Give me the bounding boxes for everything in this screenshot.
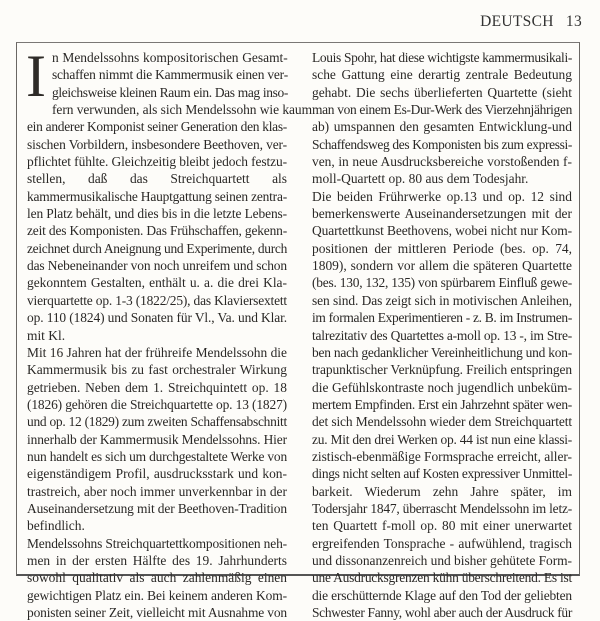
text-line: gekonntem Gestalten, enthält u. a. die drei Kla- (27, 275, 287, 291)
text-line: ven, in neue Ausdrucksbereiche vorstoßenden f- (312, 154, 572, 170)
text-line: sen sind. Das zeigt sich in motivischen Anleihen, (312, 292, 572, 308)
text-line: zistisch-ebenmäßige Formsprache erreicht, aller- (312, 448, 572, 464)
text-line: eigenständigem Profil, ausdrucksstark und kon- (27, 466, 287, 482)
text-line: moll-Quartett op. 80 aus dem Todesjahr. (312, 171, 529, 187)
text-line: positionen der mittleren Periode (bes. op. 74, (312, 240, 572, 256)
text-line: fern verwunden, als sich Mendelssohn wie kaum (51, 102, 312, 118)
text-line: zu. Mit den drei Werken op. 44 ist nun eine klassi- (312, 431, 572, 447)
text-line: 1809), sondern vor allem die späteren Quartette (312, 258, 572, 274)
text-line: Die beiden Frührwerke op.13 und op. 12 sind (312, 188, 572, 204)
text-line: gehabt. Die sechs überlieferten Quartette (sieht (312, 84, 572, 100)
text-line: une Ausdrucksgrenzen kühn überschreitend. Es ist (312, 570, 572, 586)
text-line: Kammermusik bis zu fast orchestraler Wirkung (27, 362, 287, 378)
text-line: Schwester Fanny, wohl aber auch der Ausdruck für (312, 605, 572, 620)
text-line: (1826) gehören die Streichquartette op. 13 (1827) (27, 396, 287, 412)
text-line: das Nebeneinander von noch unreifem und schon (27, 258, 287, 274)
text-line: ab) umspannen den gesamten Entwicklung-und (312, 119, 572, 135)
text-line: Mit 16 Jahren hat der frühreife Mendelssohn die (27, 344, 287, 360)
text-line: Louis Spohr, hat diese wichtigste kammermusikali- (312, 50, 572, 65)
text-line: Quartettkunst Beethovens, wobei nicht nur Kom- (312, 223, 572, 239)
text-line: talrezitativ des Quartettes a-moll op. 13 -, im Stre- (312, 327, 572, 343)
text-line: gewichtigen Platz ein. Bei keinem anderen Kom- (27, 587, 287, 603)
text-line: gleichsweise kleinen Raum ein. Das mag inso- (51, 84, 288, 100)
text-line: pflichtet fühlte. Gleichzeitig bleibt jedoch festzu- (27, 154, 287, 170)
text-line: mertem Empfinden. Erst ein Jahrzehnt später wen- (312, 396, 572, 412)
section-title: DEUTSCH (480, 13, 554, 30)
text-line: die Gefühlskontraste noch jugendlich unbeküm- (312, 379, 572, 395)
text-line: innerhalb der Kammermusik Mendelssohns. Hier (27, 431, 287, 447)
text-line: dings nicht selten auf Kosten expressiver Unmittel- (312, 466, 572, 482)
text-line: barkeit. Wiederum zehn Jahre später, im (312, 483, 572, 499)
text-line: ponisten seiner Zeit, vielleicht mit Ausnahme von (27, 605, 287, 620)
text-line: Mendelssohns Streichquartettkompositionen neh- (27, 535, 287, 551)
text-line: und op. 12 (1829) zum zweiten Schaffensabschnitt (27, 414, 287, 430)
text-line: op. 110 (1824) und Sonaten für Vl., Va. und Klar. (27, 310, 287, 326)
text-line: Schaffendsweg des Komponisten bis zum expressi- (312, 136, 572, 152)
text-line: die erschütternde Klage auf den Tod der geliebten (312, 587, 572, 603)
text-line: nun handelt es sich um durchgestaltete Werke von (27, 448, 287, 464)
text-line: det sich Mendelssohn wieder dem Streichquartett (312, 414, 572, 430)
left-column (26, 43, 312, 621)
text-line: ein anderer Komponist seiner Generation den klas- (27, 119, 287, 135)
text-line: und dissonanzenreich und bisher gehütete Form- (312, 552, 572, 568)
text-line: trastreich, aber noch immer unverkennbar in der (27, 483, 287, 499)
text-line: kammermusikalische Hauptgattung seinen zentra- (27, 188, 287, 204)
text-line: ergreifenden Tonsprache - aufwühlend, tragisch (312, 535, 572, 551)
text-line: im formalen Experimentieren - z. B. im Instrumen- (312, 310, 572, 326)
text-line: len Platz behält, und dies bis in die letzte Lebens- (27, 206, 287, 222)
text-line: n Mendelssohns kompositorischen Gesamt- (51, 50, 288, 65)
text-line: ben nach gedanklicher Vereinheitlichung und kon- (312, 344, 572, 360)
text-line: befindlich. (27, 518, 85, 534)
text-line: bemerkenswerte Auseinandersetzungen mit der (312, 206, 572, 222)
right-column (312, 49, 572, 621)
text-line: vierquartette op. 1-3 (1822/25), das Klaviersextett (27, 292, 287, 308)
text-line: getrieben. Neben dem 1. Streichquintett op. 18 (27, 379, 287, 395)
text-line: (bes. 130, 132, 135) von spürbarem Einfluß gewe- (312, 275, 572, 291)
text-line: mit Kl. (27, 327, 66, 343)
running-header (480, 13, 582, 31)
text-line: stellen, daß das Streichquartett als (27, 171, 287, 187)
text-line: Todersjahr 1847, überrascht Mendelssohn im letz- (312, 500, 572, 516)
text-line: ten Quartett f-moll op. 80 mit einer unerwartet (312, 518, 572, 534)
text-line: schaffen nimmt die Kammermusik einen ver- (51, 67, 288, 83)
text-line: zeit des Komponisten. Das Frühschaffen, gekenn- (27, 223, 287, 239)
text-line: sche Gattung eine derartig zentrale Bedeutung (312, 67, 572, 83)
text-line: Auseinandersetzung mit der Beethoven-Tradition (27, 500, 287, 516)
drop-cap: I (26, 43, 46, 109)
text-line: sowohl qualitativ als auch zahlenmäßig einen (27, 570, 287, 586)
page-number: 13 (565, 13, 582, 30)
text-line: zeichnet durch Aneignung und Experimente, durch (27, 240, 287, 256)
text-line: sischen Vorbildern, insbesondere Beethoven, ver- (27, 136, 287, 152)
text-line: men in der ersten Hälfte des 19. Jahrhunderts (27, 552, 287, 568)
text-line: trapunktischer Verknüpfung. Freilich entspringen (312, 362, 572, 378)
text-line: man von einem Es-Dur-Werk des Vierzehnjährigen (312, 102, 572, 118)
